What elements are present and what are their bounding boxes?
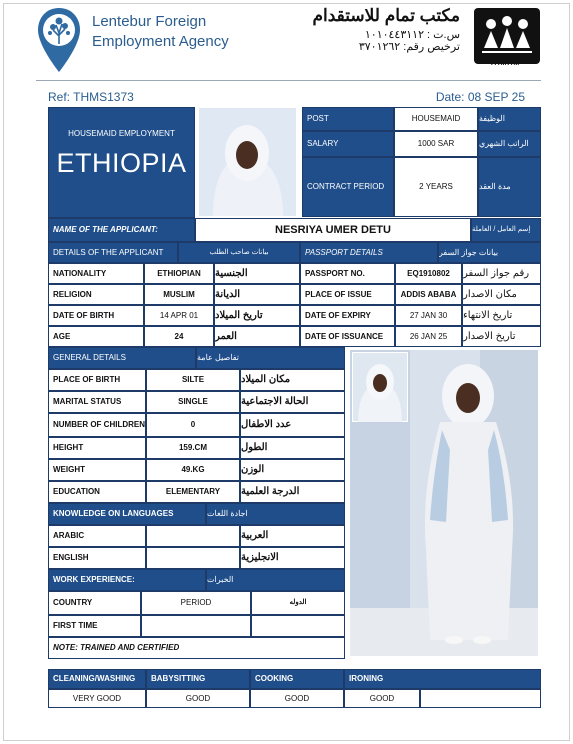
passport-number-label: PASSPORT NO. — [300, 263, 395, 284]
header-divider — [36, 80, 541, 81]
applicant-name-label: NAME OF THE APPLICANT: — [48, 218, 195, 242]
age-label: AGE — [48, 326, 144, 347]
height-value: 159.CM — [146, 437, 240, 459]
agency-name-line2: Employment Agency — [92, 33, 229, 50]
first-time-period-cell — [141, 615, 251, 637]
english-language-label: ENGLISH — [48, 547, 146, 569]
weight-label: WEIGHT — [48, 459, 146, 481]
education-value: ELEMENTARY — [146, 481, 240, 503]
religion-label: RELIGION — [48, 284, 144, 305]
work-section-label: WORK EXPERIENCE: — [48, 569, 206, 591]
marital-status-arabic-label: الحالة الاجتماعية — [240, 391, 345, 413]
place-of-issue-label: PLACE OF ISSUE — [300, 284, 395, 305]
general-section-arabic-label: تفاصيل عامة — [196, 347, 345, 369]
general-section-label: GENERAL DETAILS — [48, 347, 196, 369]
post-value: HOUSEMAID — [394, 107, 478, 131]
details-section-label: DETAILS OF THE APPLICANT — [48, 242, 178, 263]
number-of-children-value: 0 — [146, 413, 240, 437]
work-period-label: PERIOD — [141, 591, 251, 615]
height-label: HEIGHT — [48, 437, 146, 459]
applicant-name-arabic-label: إسم العامل / العاملة — [471, 218, 541, 242]
number-of-children-label: NUMBER OF CHILDREN — [48, 413, 146, 437]
applicant-name-value: NESRIYA UMER DETU — [195, 218, 471, 242]
country-banner — [48, 107, 195, 218]
skill-cleaning-value: VERY GOOD — [48, 689, 146, 708]
post-arabic-label: الوظيفة — [478, 107, 541, 131]
english-language-value — [146, 547, 240, 569]
date-of-birth-value: 14 APR 01 — [144, 305, 214, 326]
tamam-people-logo-icon — [474, 8, 540, 64]
agency-name — [92, 12, 229, 52]
first-time-label: FIRST TIME — [48, 615, 141, 637]
training-note: NOTE: TRAINED AND CERTIFIED — [48, 637, 345, 659]
skill-babysitting-label: BABYSITTING — [146, 669, 250, 689]
date-of-expiry-value: 27 JAN 30 — [395, 305, 462, 326]
english-language-arabic-label: الانجليزية — [240, 547, 345, 569]
number-of-children-arabic-label: عدد الاطفال — [240, 413, 345, 437]
applicant-headshot-photo — [199, 108, 296, 216]
banner-subtitle: HOUSEMAID EMPLOYMENT — [68, 129, 175, 138]
first-time-country-cell — [251, 615, 345, 637]
salary-value: 1000 SAR — [394, 131, 478, 157]
date-of-issuance-arabic-label: تاريخ الاصدار — [462, 326, 541, 347]
education-arabic-label: الدرجة العلمية — [240, 481, 345, 503]
place-of-issue-arabic-label: مكان الاصدار — [462, 284, 541, 305]
arabic-license-number: ترخيص رقم: ٣٧٠١٢٦٢ — [358, 41, 460, 53]
nationality-arabic-label: الجنسية — [214, 263, 300, 284]
passport-section-arabic-label: بيانات جواز السفر — [438, 242, 541, 263]
agency-name-line1: Lentebur Foreign — [92, 13, 207, 30]
arabic-office-name: مكتب تمام للاستقدام — [312, 6, 460, 25]
nationality-label: NATIONALITY — [48, 263, 144, 284]
date-of-birth-label: DATE OF BIRTH — [48, 305, 144, 326]
tamam-logo-text: TAMAM — [489, 60, 521, 67]
details-section-arabic-label: بيانات صاحب الطلب — [178, 242, 300, 263]
weight-value: 49.KG — [146, 459, 240, 481]
banner-country: ETHIOPIA — [56, 148, 187, 178]
arabic-language-arabic-label: العربية — [240, 525, 345, 547]
arabic-language-label: ARABIC — [48, 525, 146, 547]
skill-cleaning-label: CLEANING/WASHING — [48, 669, 146, 689]
contract-arabic-label: مدة العقد — [478, 157, 541, 217]
date-of-issuance-value: 26 JAN 25 — [395, 326, 462, 347]
languages-section-label: KNOWLEDGE ON LANGUAGES — [48, 503, 206, 525]
skill-ironing-value: GOOD — [344, 689, 420, 708]
place-of-birth-label: PLACE OF BIRTH — [48, 369, 146, 391]
age-arabic-label: العمر — [214, 326, 300, 347]
marital-status-value: SINGLE — [146, 391, 240, 413]
work-country-arabic-label: الدوله — [251, 591, 345, 615]
salary-label: SALARY — [302, 131, 394, 157]
height-arabic-label: الطول — [240, 437, 345, 459]
place-of-birth-value: SILTE — [146, 369, 240, 391]
religion-arabic-label: الديانة — [214, 284, 300, 305]
reference-number: Ref: THMS1373 — [48, 90, 134, 104]
skill-cooking-value: GOOD — [250, 689, 344, 708]
contract-label: CONTRACT PERIOD — [302, 157, 394, 217]
marital-status-label: MARITAL STATUS — [48, 391, 146, 413]
skill-extra-empty-cell — [420, 689, 541, 708]
place-of-issue-value: ADDIS ABABA — [395, 284, 462, 305]
skill-ironing-label: IRONING — [344, 669, 541, 689]
skill-cooking-label: COOKING — [250, 669, 344, 689]
applicant-inset-headshot-photo — [352, 352, 408, 422]
arabic-language-value — [146, 525, 240, 547]
nationality-value: ETHIOPIAN — [144, 263, 214, 284]
date-of-birth-arabic-label: تاريخ الميلاد — [214, 305, 300, 326]
date-of-expiry-label: DATE OF EXPIRY — [300, 305, 395, 326]
work-section-arabic-label: الخبرات — [206, 569, 345, 591]
passport-number-arabic-label: رقم جواز السفر — [462, 263, 541, 284]
salary-arabic-label: الراتب الشهري — [478, 131, 541, 157]
passport-number-value: EQ1910802 — [395, 263, 462, 284]
place-of-birth-arabic-label: مكان الميلاد — [240, 369, 345, 391]
contract-value: 2 YEARS — [394, 157, 478, 217]
education-label: EDUCATION — [48, 481, 146, 503]
work-country-label: COUNTRY — [48, 591, 141, 615]
age-value: 24 — [144, 326, 214, 347]
weight-arabic-label: الوزن — [240, 459, 345, 481]
arabic-cr-number: س.ت : ١٠١٠٤٤٣١١٢ — [364, 29, 460, 41]
document-date: Date: 08 SEP 25 — [435, 90, 525, 104]
religion-value: MUSLIM — [144, 284, 214, 305]
tree-pin-logo-icon — [36, 6, 82, 76]
passport-section-label: PASSPORT DETAILS — [300, 242, 438, 263]
date-of-expiry-arabic-label: تاريخ الانتهاء — [462, 305, 541, 326]
skill-babysitting-value: GOOD — [146, 689, 250, 708]
languages-section-arabic-label: اجادة اللغات — [206, 503, 345, 525]
post-label: POST — [302, 107, 394, 131]
date-of-issuance-label: DATE OF ISSUANCE — [300, 326, 395, 347]
